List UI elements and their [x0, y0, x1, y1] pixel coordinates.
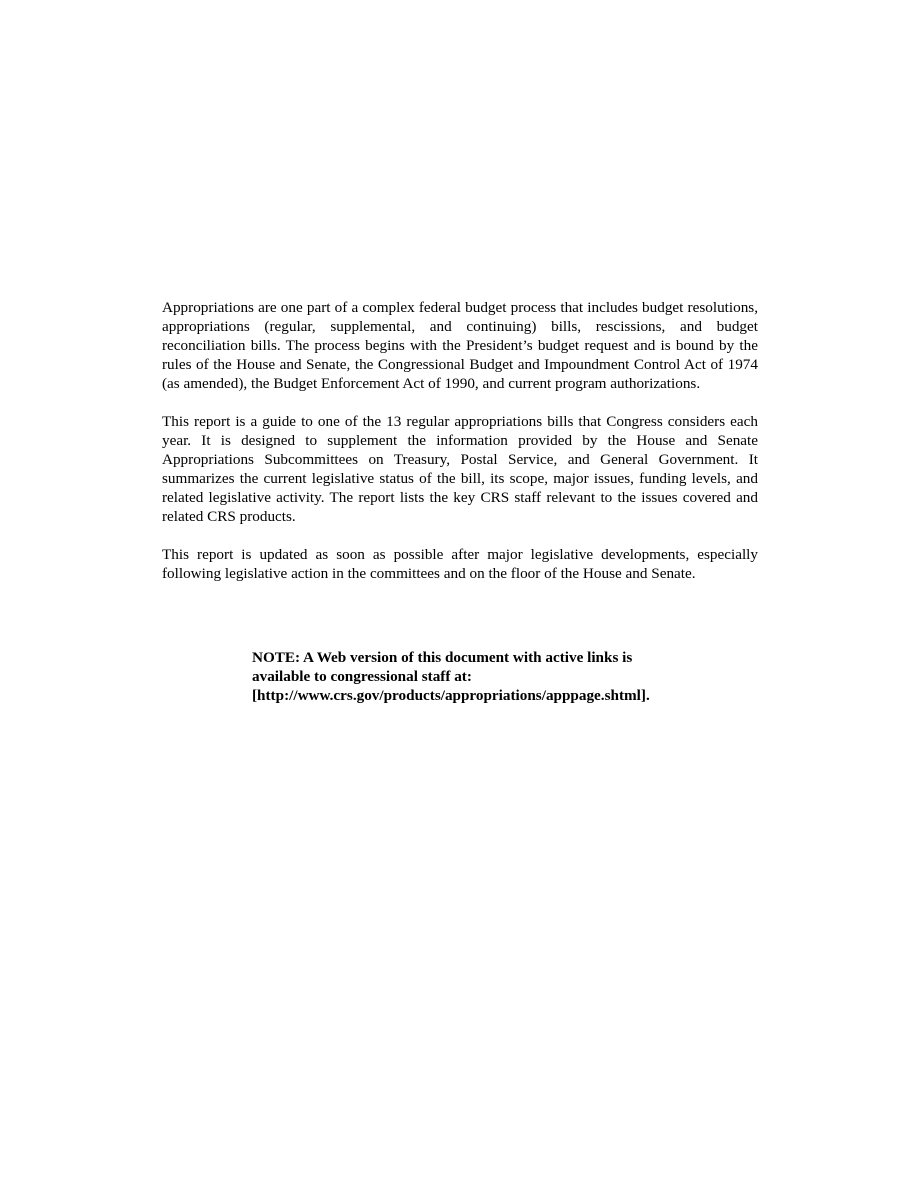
- note-url: [http://www.crs.gov/products/appropriations/apppage.shtml].: [252, 687, 650, 704]
- paragraph-update-policy: This report is updated as soon as possible after major legislative developments, especially following legislative action in the committees and on the floor of the House and Senate.: [162, 546, 758, 582]
- note-line-1: NOTE: A Web version of this document with active links is: [252, 649, 633, 666]
- paragraph-appropriations-overview: Appropriations are one part of a complex federal budget process that includes budget resolutions, appropriations (regular, supplemental, and continuing) bills, rescissions, and budget reconciliation bills. The process begins with the President’s budget request and is bound by the rules of the House and Senate, the Congressional Budget and Impoundment Control Act of 1974 (as amended), the Budget Enforcement Act of 1990, and current program authorizations.: [162, 299, 758, 392]
- note-line-2: available to congressional staff at:: [252, 668, 472, 685]
- web-version-note: [252, 648, 722, 705]
- document-body: [162, 298, 758, 602]
- paragraph-report-guide: This report is a guide to one of the 13 regular appropriations bills that Congress considers each year. It is designed to supplement the information provided by the House and Senate Appropriations Subcommittees on Treasury, Postal Service, and General Government. It summarizes the current legislative status of the bill, its scope, major issues, funding levels, and related legislative activity. The report lists the key CRS staff relevant to the issues covered and related CRS products.: [162, 413, 758, 525]
